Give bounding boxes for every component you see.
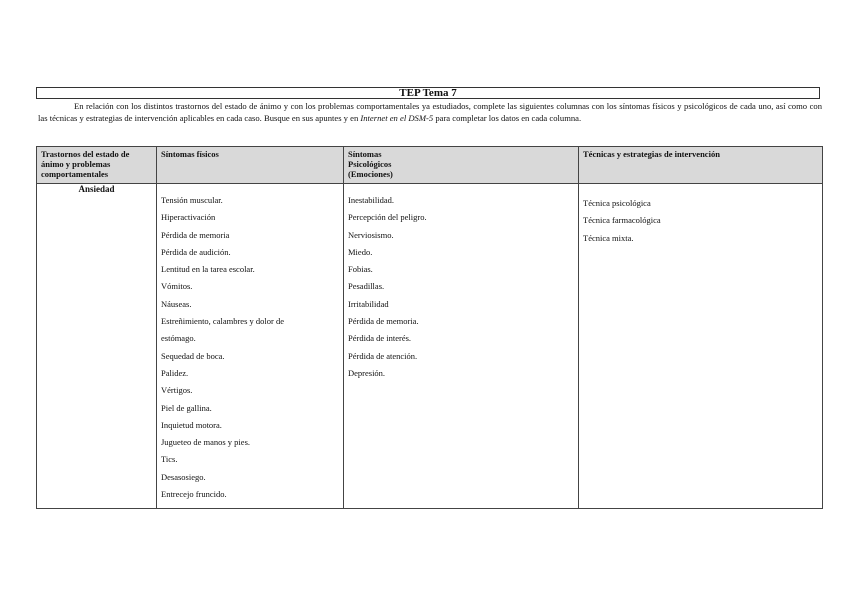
physical-symptom-list	[161, 184, 339, 503]
list-item: Lentitud en la tarea escolar.	[161, 264, 255, 275]
list-item: Náuseas.	[161, 298, 192, 309]
disorder-cell: Ansiedad	[37, 184, 157, 509]
intro-text-1: En relación con los distintos trastornos del estado de ánimo y con los problemas comportamentales ya estudiados, complete las siguientes columnas con los síntomas físicos y psicológicos de cada uno, así como con las técnicas y estrategias de intervención aplicables en cada caso. Busque en sus apuntes y en	[38, 101, 822, 123]
header-psych-line1: Síntomas	[348, 149, 382, 159]
symptoms-table	[36, 146, 823, 509]
list-item: Hiperactivación	[161, 212, 216, 223]
intro-paragraph	[38, 100, 822, 124]
list-item: Pérdida de memoria.	[348, 316, 419, 327]
list-item: Pérdida de atención.	[348, 350, 418, 361]
list-item: Inquietud motora.	[161, 419, 222, 430]
technique-list	[583, 184, 818, 247]
list-item: Nerviosismo.	[348, 229, 394, 240]
intro-text-2: para completar los datos en cada columna.	[433, 113, 582, 123]
header-disorder: Trastornos del estado de ánimo y problemas comportamentales	[37, 147, 157, 184]
list-item: Técnica mixta.	[583, 232, 634, 243]
list-item: Inestabilidad.	[348, 195, 395, 205]
document-title: TEP Tema 7	[36, 87, 820, 99]
table-header-row	[37, 147, 823, 184]
list-item: Vómitos.	[161, 281, 193, 292]
psych-cell	[344, 184, 579, 509]
list-item: Pesadillas.	[348, 281, 385, 292]
header-physical: Síntomas físicos	[157, 147, 344, 184]
list-item: Estreñimiento, calambres y dolor de	[161, 316, 284, 327]
list-item: Técnica psicológica	[583, 198, 651, 208]
list-item: Entrecejo fruncido.	[161, 489, 227, 500]
list-item: Depresión.	[348, 367, 386, 378]
list-item: Miedo.	[348, 246, 373, 257]
techniques-cell	[579, 184, 823, 509]
list-item: Percepción del peligro.	[348, 212, 427, 223]
header-psych-line2: Psicológicos	[348, 159, 392, 169]
list-item: Pérdida de memoria	[161, 229, 230, 240]
list-item: Vértigos.	[161, 385, 193, 396]
list-item: estómago.	[161, 333, 196, 344]
list-item: Desasosiego.	[161, 471, 206, 482]
header-techniques: Técnicas y estrategias de intervención	[579, 147, 823, 184]
list-item: Pérdida de audición.	[161, 246, 231, 257]
list-item: Tensión muscular.	[161, 195, 223, 205]
intro-italic-text: Internet en el DSM-5	[360, 113, 434, 123]
list-item: Jugueteo de manos y pies.	[161, 437, 250, 448]
header-psych-line3: (Emociones)	[348, 169, 393, 179]
list-item: Piel de gallina.	[161, 402, 212, 413]
list-item: Sequedad de boca.	[161, 350, 225, 361]
list-item: Pérdida de interés.	[348, 333, 412, 344]
list-item: Fobias.	[348, 264, 373, 275]
header-psych	[344, 147, 579, 184]
list-item: Palidez.	[161, 367, 189, 378]
list-item: Tics.	[161, 454, 178, 465]
physical-cell	[157, 184, 344, 509]
list-item: Técnica farmacológica	[583, 215, 661, 226]
table-row	[37, 184, 823, 509]
psych-symptom-list	[348, 184, 574, 382]
list-item: Irritabilidad	[348, 298, 389, 309]
